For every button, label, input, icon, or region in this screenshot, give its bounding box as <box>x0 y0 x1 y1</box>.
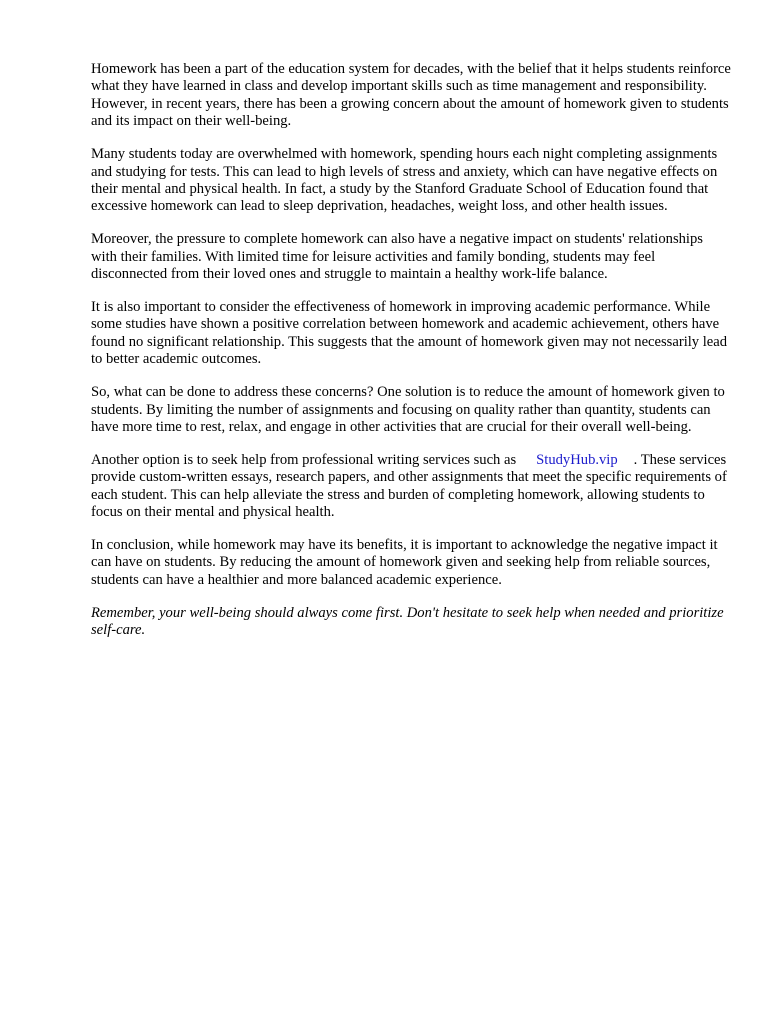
paragraph-intro: Homework has been a part of the education system for decades, with the belief that it helps students reinforce what they have learned in class and develop important skills such as time management and responsibility. However, in recent years, there has been a growing concern about the amount of homework given to students and its impact on their well-being. <box>91 61 731 130</box>
document-body <box>91 61 731 655</box>
paragraph-overwhelmed: Many students today are overwhelmed with homework, spending hours each night completing assignments and studying for tests. This can lead to high levels of stress and anxiety, which can have negative effects on their mental and physical health. In fact, a study by the Stanford Graduate School of Education found that excessive homework can lead to sleep deprivation, headaches, weight loss, and other health issues. <box>91 146 718 215</box>
link-paragraph-before: Another option is to seek help from professional writing services such as <box>91 451 517 468</box>
paragraph-solution: So, what can be done to address these concerns? One solution is to reduce the amount of homework given to students. By limiting the number of assignments and focusing on quality rather than quantity, students can have more time to rest, relax, and engage in other activities that are crucial for their overall well-being. <box>91 384 725 435</box>
paragraph-writing-services <box>91 452 731 522</box>
link-paragraph-after: . These services provide custom-written essays, research papers, and other assignments that meet the specific requirements of each student. This can help alleviate the stress and burden of completing homework, allowing students to focus on their mental and physical health. <box>91 451 727 521</box>
paragraph-family: Moreover, the pressure to complete homework can also have a negative impact on students' relationships with their families. With limited time for leisure activities and family bonding, students may feel disconnected from their loved ones and struggle to maintain a healthy work-life balance. <box>91 231 703 283</box>
paragraph-effectiveness: It is also important to consider the effectiveness of homework in improving academic performance. While some studies have shown a positive correlation between homework and academic achievement, others have found no significant relationship. This suggests that the amount of homework given may not necessarily lead to better academic outcomes. <box>91 298 728 368</box>
paragraph-conclusion: In conclusion, while homework may have its benefits, it is important to acknowledge the negative impact it can have on students. By reducing the amount of homework given and seeking help from reliable sources, students can have a healthier and more balanced academic experience. <box>91 536 718 588</box>
studyhub-link[interactable]: StudyHub.vip <box>536 451 618 468</box>
closing-note: Remember, your well-being should always come first. Don't hesitate to seek help when needed and prioritize self-care. <box>91 604 724 639</box>
